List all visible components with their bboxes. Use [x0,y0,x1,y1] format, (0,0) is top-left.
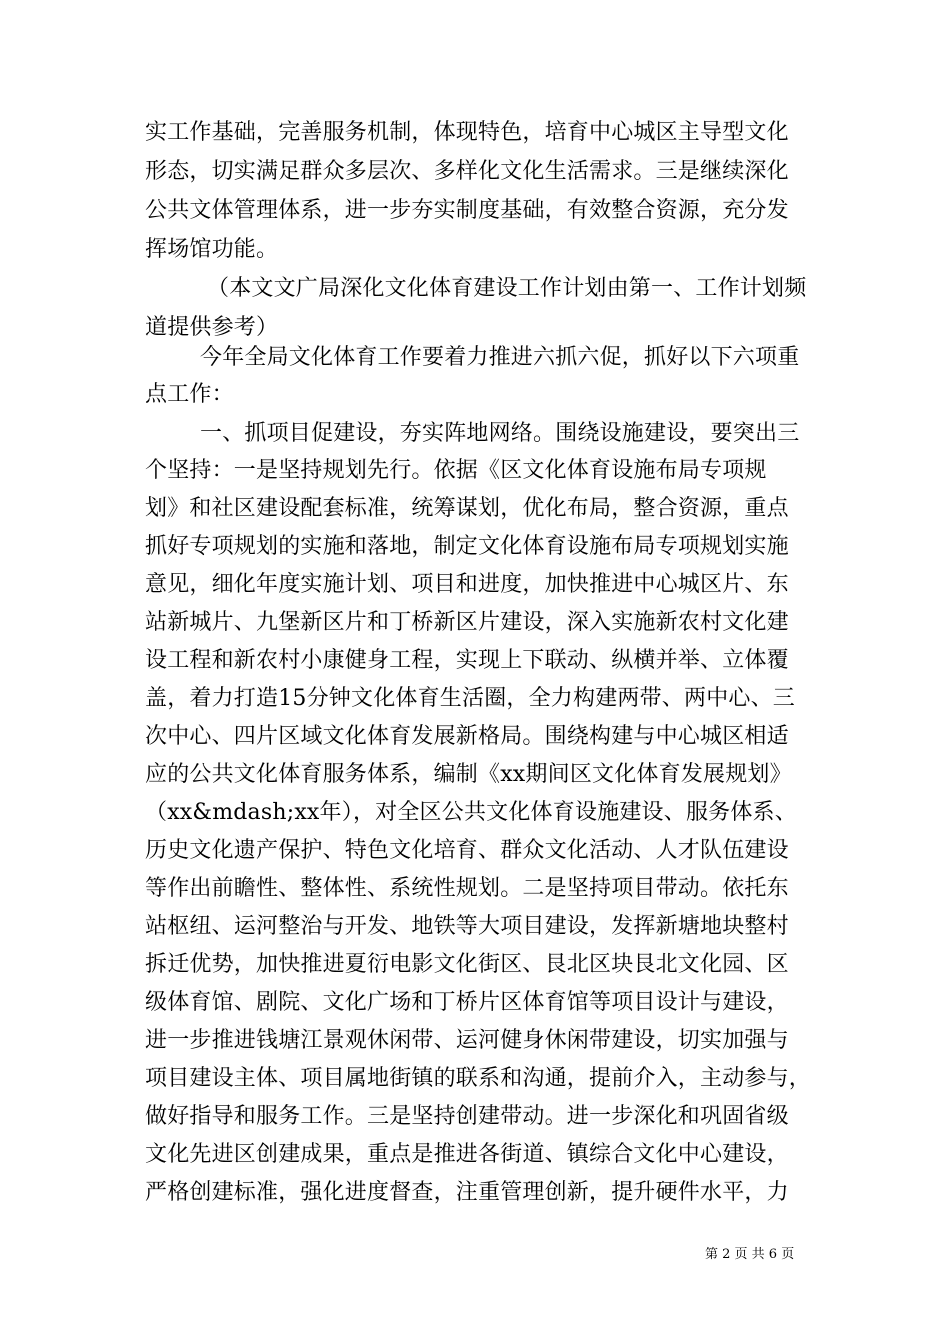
text-line: 拆迁优势，加快推进夏衍电影文化街区、艮北区块艮北文化园、区 [145,952,789,977]
text-line: 道提供参考） [145,315,279,340]
text-line: 项目建设主体、项目属地街镇的联系和沟通，提前介入，主动参与， [145,1066,812,1091]
text-line: 个坚持：一是坚持规划先行。依据《区文化体育设施布局专项规 [145,458,767,483]
text-line: 应的公共文化体育服务体系，编制《xx期间区文化体育发展规划》 [145,762,792,787]
text-line: 今年全局文化体育工作要着力推进六抓六促，抓好以下六项重 [200,345,800,370]
text-line: 挥场馆功能。 [145,237,279,262]
text-line: 实工作基础，完善服务机制，体现特色，培育中心城区主导型文化 [145,120,789,145]
text-line: 盖，着力打造15分钟文化体育生活圈，全力构建两带、两中心、三 [145,686,795,711]
text-line: 站枢纽、运河整治与开发、地铁等大项目建设，发挥新塘地块整村 [145,914,789,939]
text-line: 文化先进区创建成果，重点是推进各街道、镇综合文化中心建设， [145,1142,789,1167]
text-line: 形态，切实满足群众多层次、多样化文化生活需求。三是继续深化 [145,159,789,184]
text-line: 点工作： [145,382,234,407]
text-line: 设工程和新农村小康健身工程，实现上下联动、纵横并举、立体覆 [145,648,789,673]
page-number: 第 2 页 共 6 页 [705,1247,795,1262]
text-line: 进一步推进钱塘江景观休闲带、运河健身休闲带建设，切实加强与 [145,1028,789,1053]
text-line: 抓好专项规划的实施和落地，制定文化体育设施布局专项规划实施 [145,534,789,559]
text-line: 公共文体管理体系，进一步夯实制度基础，有效整合资源，充分发 [145,198,789,223]
text-line: 历史文化遗产保护、特色文化培育、群众文化活动、人才队伍建设 [145,838,789,863]
text-line: （xx&mdash;xx年），对全区公共文化体育设施建设、服务体系、 [145,800,797,825]
text-line: 站新城片、九堡新区片和丁桥新区片建设，深入实施新农村文化建 [145,610,789,635]
text-line: 级体育馆、剧院、文化广场和丁桥片区体育馆等项目设计与建设， [145,990,789,1015]
text-line: 严格创建标准，强化进度督查，注重管理创新，提升硬件水平，力 [145,1180,789,1205]
text-line: 意见，细化年度实施计划、项目和进度，加快推进中心城区片、东 [145,572,789,597]
text-line: （本文文广局深化文化体育建设工作计划由第一、工作计划频 [207,276,807,301]
text-line: 次中心、四片区域文化体育发展新格局。围绕构建与中心城区相适 [145,724,789,749]
text-line: 划》和社区建设配套标准，统筹谋划，优化布局，整合资源，重点 [145,496,789,521]
text-line: 一、抓项目促建设，夯实阵地网络。围绕设施建设，要突出三 [200,421,800,446]
text-line: 等作出前瞻性、整体性、系统性规划。二是坚持项目带动。依托东 [145,876,789,901]
text-line: 做好指导和服务工作。三是坚持创建带动。进一步深化和巩固省级 [145,1104,789,1129]
